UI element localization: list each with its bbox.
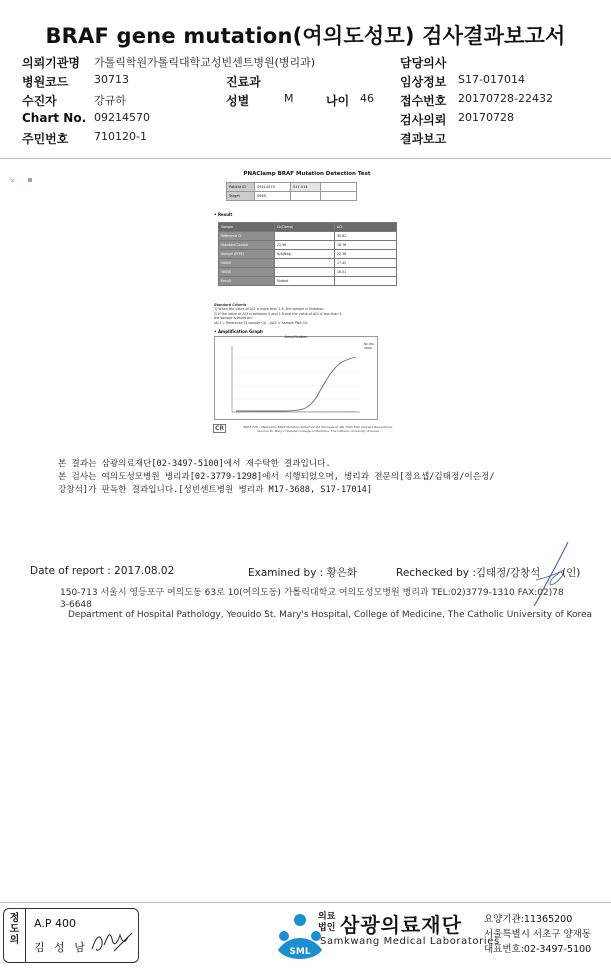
info-row-1: [22, 54, 602, 73]
result-cell: Result: [219, 277, 275, 286]
address-text-continued: 3-6648: [60, 600, 92, 610]
legend-item: V600: [364, 346, 372, 350]
result-line: 본 결과는 삼광의료재단[02-3497-5100]에서 재수탁한 결과입니다.: [58, 459, 331, 469]
graph-legend: [364, 342, 374, 350]
target-label: Target: [227, 192, 255, 201]
clinical-info-value: S17-017014: [458, 73, 525, 86]
address-text: 150-713 서울시 영등포구 여의도동 63로 10(여의도동) 가톨릭대학교 여의도성모병원 병리과 TEL:02)3779-1310 FAX:02)78: [60, 588, 564, 598]
header-divider: [0, 158, 611, 159]
rechecked-by: Rechecked by :김태정/강창석: [396, 567, 541, 579]
patient-name-value: 강규하: [94, 94, 126, 107]
address-line: [60, 587, 580, 611]
sex-value: M: [284, 92, 294, 105]
qc-stamp: [3, 908, 139, 963]
result-line: 본 검사는 여의도성모병원 병리과[02-3779-1298]에서 시행되었으며, 병리과 전문의[정요셉/김태정/이은정/: [58, 472, 495, 482]
result-cell: 17.42: [335, 259, 397, 268]
scan-mark: ↘ ▪: [8, 175, 33, 184]
result-header: ΔCt: [335, 223, 397, 232]
result-header: Ct(Clamp): [275, 223, 335, 232]
patient-id-table: [226, 182, 357, 201]
resident-no-label: 주민번호: [22, 132, 69, 146]
result-line: 강창석]가 판독한 결과입니다.[성빈센트병원 병리과 M17-3688, S17-17014]: [58, 485, 373, 495]
info-row-2: [22, 73, 602, 92]
seal-suffix: (인): [562, 567, 581, 579]
lab-prefix: [318, 912, 338, 934]
lab-english-name: Samkwang Medical Laboratories: [320, 936, 500, 947]
result-cell: V600K: [219, 268, 275, 277]
receipt-no-label: 접수번호: [400, 94, 447, 108]
lab-contact: [484, 912, 591, 957]
sex-label: 성별: [226, 94, 250, 108]
criteria-line: 1) When the value of ΔCt is more than 1.8, the sample is Mutation.: [214, 307, 325, 312]
logo-text: SML: [289, 947, 311, 957]
criteria-line: the sample is Mutation.: [214, 316, 253, 321]
clinical-info-label: 임상정보: [400, 75, 447, 89]
result-cell: 16.51: [335, 268, 397, 277]
result-cell: 18.76: [335, 241, 397, 250]
info-row-5: [22, 130, 602, 149]
result-report-label: 결과보고: [400, 132, 447, 146]
institution-value: 가톨릭학원가톨릭대학교성빈센트병원(병리과): [94, 56, 316, 69]
stamp-name: 김 성 남: [34, 941, 88, 954]
embedded-footer-line: Yeouido St. Mary's Hospital, College of Medicine, The Catholic University of Korea: [257, 429, 379, 433]
date-of-report: Date of report : 2017.08.02: [30, 565, 175, 577]
patient-name-label: 수진자: [22, 94, 57, 108]
blank-cell: [321, 183, 357, 192]
stamp-signature: [90, 927, 134, 957]
result-cell: [275, 268, 335, 277]
department-label: 진료과: [226, 75, 261, 89]
age-value: 46: [360, 92, 374, 105]
contact-line: 대표번호:02-3497-5100: [484, 944, 592, 955]
graph-section-heading: • Amplification Graph: [214, 329, 263, 334]
amplification-plot: [214, 336, 378, 420]
result-cell: N/A(Neg): [275, 250, 335, 259]
result-cell: 22.38: [335, 250, 397, 259]
result-cell: Sample (FFPE): [219, 250, 275, 259]
hospital-code-label: 병원코드: [22, 75, 69, 89]
institution-label: 의뢰기관명: [22, 56, 80, 70]
lab-name: 삼광의료재단: [340, 913, 462, 937]
examined-by: Examined by : 황은화: [248, 567, 358, 579]
request-value: 20170728: [458, 111, 514, 124]
footer-divider: [0, 902, 611, 903]
result-cell: [275, 259, 335, 268]
result-cell: [335, 277, 397, 286]
embedded-report-title: PNAClamp BRAF Mutation Detection Test: [243, 171, 371, 177]
result-cell: 22.56: [275, 241, 335, 250]
stamp-char: 도: [9, 924, 20, 935]
result-cell: Standard Control: [219, 241, 275, 250]
hospital-code-value: 30713: [94, 73, 129, 86]
blank-cell: [321, 192, 357, 201]
age-label: 나이: [326, 94, 350, 108]
report-title: BRAF gene mutation(여의도성모) 검사결과보고서: [45, 24, 566, 48]
result-table: [218, 222, 397, 286]
receipt-no-value: 20170728-22432: [458, 92, 553, 105]
legend-item: NC Rfu: [364, 342, 375, 346]
resident-no-value: 710120-1: [94, 130, 147, 143]
result-cell: Reference Ct: [219, 232, 275, 241]
request-label: 검사의뢰: [400, 113, 447, 127]
result-comment: [58, 458, 578, 497]
stamp-ap-number: A.P 400: [34, 917, 76, 930]
stamp-char: 의: [9, 935, 20, 946]
result-section-heading: • Result: [214, 212, 233, 217]
amplification-graph: [214, 336, 378, 420]
department-line: Department of Hospital Pathology, Yeouido St. Mary's Hospital, College of Medicine, The Catholic University of Korea: [68, 610, 593, 620]
contact-line: 요양기관:11365200: [484, 914, 573, 925]
criteria-line: 2) If the value of ΔCt is between 0 and 1.8 and the value of ΔCt is less than 5,: [214, 311, 343, 316]
patient-info: [22, 54, 602, 149]
stamp-vertical-label: [4, 909, 26, 962]
result-header: Sample: [219, 223, 275, 232]
info-row-4: [22, 111, 602, 130]
blank-cell: [291, 192, 321, 201]
result-cell: [275, 232, 335, 241]
chart-no-value: 09214570: [94, 111, 150, 124]
contact-line: 서울특별시 서초구 양재동: [484, 929, 591, 940]
info-row-3: [22, 92, 602, 111]
embedded-pnaclamp-report: [208, 168, 406, 440]
attending-label: 담당의사: [400, 56, 447, 70]
criteria-line: (ΔCt = Reference Ct sample Ct) - (ΔCt = Sample PNA Ct): [214, 320, 308, 325]
result-cell: 30.82: [335, 232, 397, 241]
target-value: V600: [255, 192, 291, 201]
result-cell: V600E: [219, 259, 275, 268]
sample-column: S17-014: [291, 183, 321, 192]
standard-criteria: [214, 303, 400, 325]
result-cell: Mutant: [275, 277, 335, 286]
patient-id-label: Patient ID: [227, 183, 255, 192]
stamp-char: 정: [9, 913, 20, 924]
embedded-footer-line: BRAF PCR : PNAClamp BRAF Mutation Detection Kit (Panagene) ABI 7500 Fast (Applied Biosystems): [243, 425, 393, 429]
embedded-footer: [234, 425, 402, 433]
criteria-title: Standard Criteria: [214, 303, 247, 307]
lab-prefix-line: 법인: [318, 923, 336, 933]
signature-row: [30, 565, 590, 581]
patient-id-value: 09214570: [255, 183, 291, 192]
cr-logo: CR: [215, 425, 225, 432]
chart-no-label: Chart No.: [22, 111, 87, 125]
graph-title: Amplification: [284, 335, 308, 339]
lab-prefix-line: 의료: [318, 912, 336, 922]
